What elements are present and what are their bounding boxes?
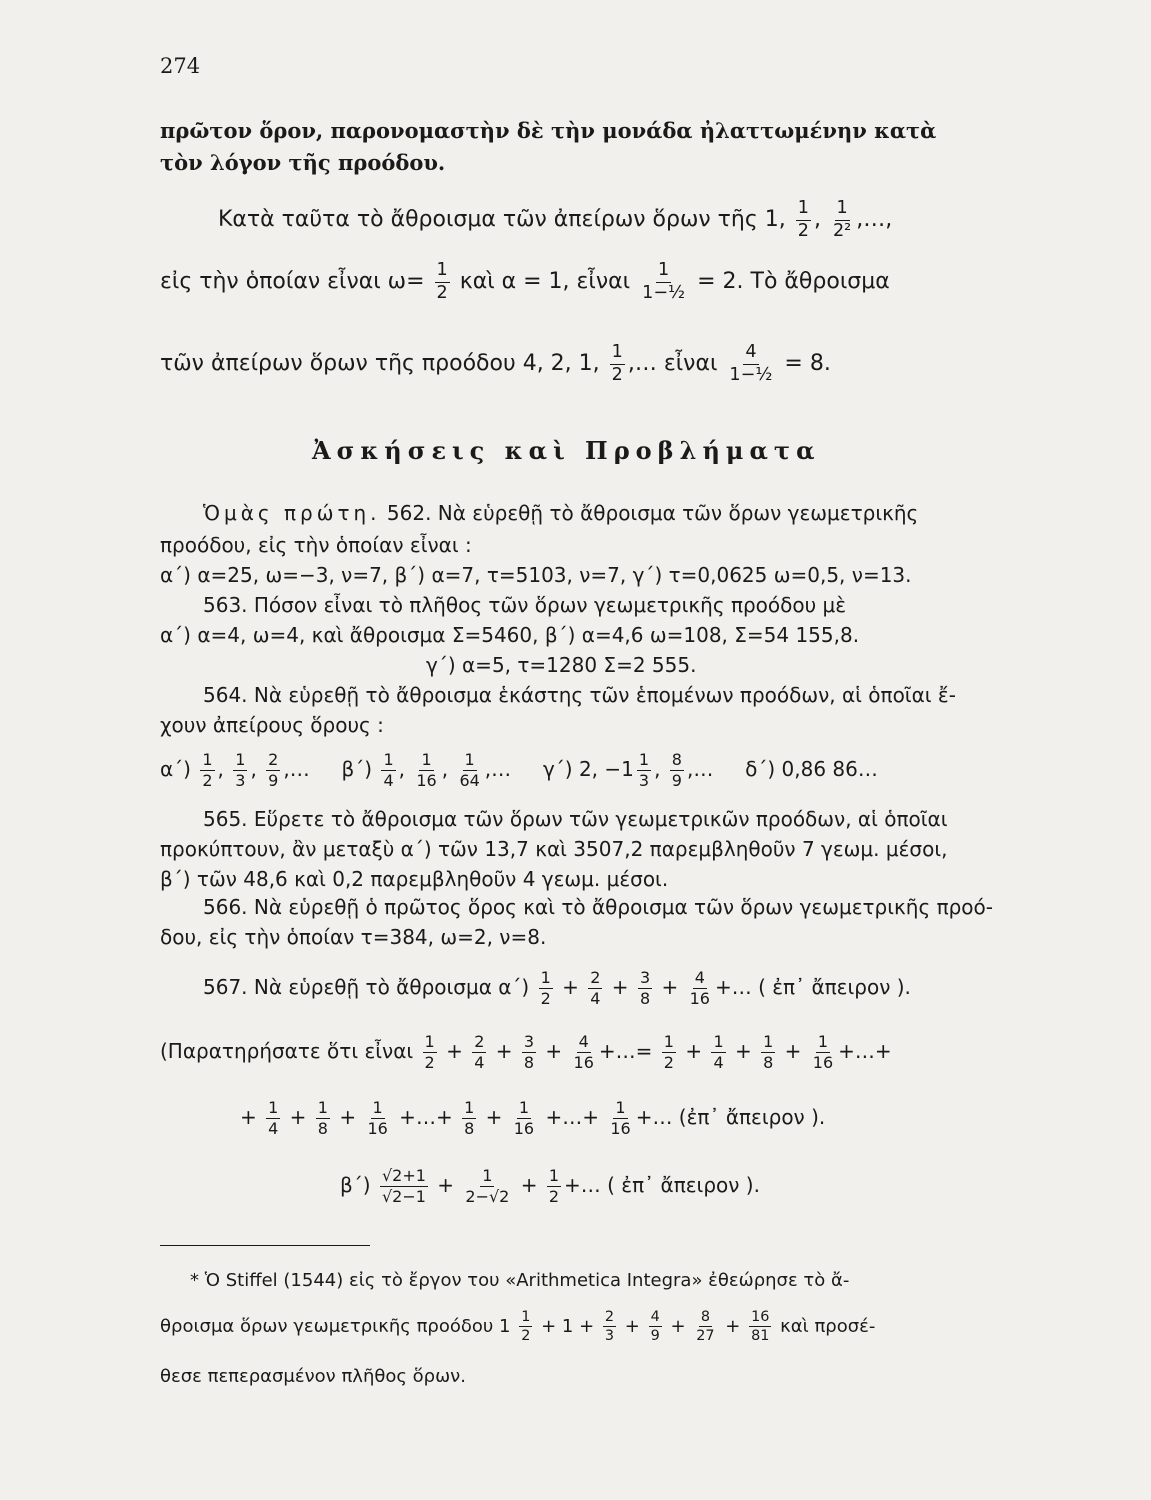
problem-563-line-3: γ΄) α=5, τ=1280 Σ=2 555. [426,653,697,677]
problem-567-line-1: 567. Νὰ εὑρεθῇ τὸ ἄθροισμα α΄) $\frac{1}{2}$ + $\frac{2}{4}$ + $\frac{3}{8}$ + $\frac{4}{16}$ +… ( ἐπ᾽ ἄπειρον ). [203,968,911,1008]
footnote-line-2: θροισμα ὅρων γεωμετρικῆς προόδου 1 $\frac{1}{2}$ + 1 + $\frac{2}{3}$ + $\frac{4}{9}$ + $\frac{8}{27}$ + $\frac{16}{81}$ καὶ προσέ- [160,1309,876,1345]
footnote-rule [160,1245,370,1246]
footnote-line-3: θεσε πεπερασμένον πλῆθος ὅρων. [160,1366,466,1387]
problem-567-note: (Παρατηρήσατε ὅτι εἶναι $\frac{1}{2}$ + $\frac{2}{4}$ + $\frac{3}{8}$ + $\frac{4}{16}$ +…= $\frac{1}{2}$ + $\frac{1}{4}$ + $\frac{1}{8}$ + $\frac{1}{16}$ +…+ [160,1032,892,1072]
problem-566-line-1: 566. Νὰ εὑρεθῇ ὁ πρῶτος ὅρος καὶ τὸ ἄθροισμα τῶν ὅρων γεωμετρικῆς προό- [203,895,993,919]
problem-563-line-1: 563. Πόσον εἶναι τὸ πλῆθος τῶν ὅρων γεωμετρικῆς προόδου μὲ [203,593,847,617]
page-number: 274 [160,54,201,78]
problem-567-b: β΄) $\frac{√2+1}{√2-1}$ + $\frac{1}{2-√2}$ + $\frac{1}{2}$ +… ( ἐπ᾽ ἄπειρον ). [340,1166,760,1206]
problem-562-line-1: Ὁμὰς πρώτη. 562. Νὰ εὑρεθῇ τὸ ἄθροισμα τῶν ὅρων γεωμετρικῆς [203,501,919,525]
intro-line-4: εἰς τὴν ὁποίαν εἶναι ω= $\frac{1}{2}$ καὶ α = 1, εἶναι $\frac{1}{\text{1−½}}$ = 2. Τὸ ἄθροισμα [160,260,890,303]
intro-line-1: πρῶτον ὅρον, παρονομαστὴν δὲ τὴν μονάδα ἠλαττωμένην κατὰ [160,118,937,143]
footnote-line-1: * Ὁ Stiffel (1544) εἰς τὸ ἔργον του «Arithmetica Integra» ἐθεώρησε τὸ ἄ- [190,1270,850,1291]
problem-564-line-2: χουν ἀπείρους ὅρους : [160,713,384,737]
problem-564-line-3: α΄) $\frac{1}{2}$ , $\frac{1}{3}$ , $\frac{2}{9}$ ,… β΄) $\frac{1}{4}$ , $\frac{1}{16}$ , $\frac{1}{64}$ ,… γ΄) 2, −1 $\frac{1}{3}$ , $\frac{8}{9}$ ,… δ΄) 0,86 86… [160,750,878,790]
problem-563-line-2: α΄) α=4, ω=4, καὶ ἄθροισμα Σ=5460, β΄) α=4,6 ω=108, Σ=54 155,8. [160,623,860,647]
problem-565-line-3: β΄) τῶν 48,6 καὶ 0,2 παρεμβληθοῦν 4 γεωμ. μέσοι. [160,867,669,891]
problem-565-line-1: 565. Εὕρετε τὸ ἄθροισμα τῶν ὅρων τῶν γεωμετρικῶν προόδων, αἱ ὁποῖαι [203,807,948,831]
intro-line-3: Κατὰ ταῦτα τὸ ἄθροισμα τῶν ἀπείρων ὅρων τῆς 1, $\frac{1}{2}$ , $\frac{1}{\text{2²}}$ ,…, [218,198,893,241]
intro-line-5: τῶν ἀπείρων ὅρων τῆς προόδου 4, 2, 1, $\frac{1}{2}$ ,… εἶναι $\frac{4}{\text{1−½}}$ = 8. [160,342,831,385]
problem-566-line-2: δου, εἰς τὴν ὁποίαν τ=384, ω=2, ν=8. [160,925,547,949]
intro-line-2: τὸν λόγον τῆς προόδου. [160,150,446,175]
section-heading: Ἀσκήσεις καὶ Προβλήματα [312,436,821,465]
problem-562-line-2: προόδου, εἰς τὴν ὁποίαν εἶναι : [160,533,472,557]
problem-567-continuation: + $\frac{1}{4}$ + $\frac{1}{8}$ + $\frac{1}{16}$ +…+ $\frac{1}{8}$ + $\frac{1}{16}$ +…+ $\frac{1}{16}$ +… (ἐπ᾽ ἄπειρον ). [240,1098,826,1138]
problem-562-line-3: α΄) α=25, ω=−3, ν=7, β΄) α=7, τ=5103, ν=7, γ΄) τ=0,0625 ω=0,5, ν=13. [160,563,912,587]
problem-565-line-2: προκύπτουν, ἂν μεταξὺ α΄) τῶν 13,7 καὶ 3507,2 παρεμβληθοῦν 7 γεωμ. μέσοι, [160,837,948,861]
problem-564-line-1: 564. Νὰ εὑρεθῇ τὸ ἄθροισμα ἑκάστης τῶν ἑπομένων προόδων, αἱ ὁποῖαι ἔ- [203,683,956,707]
